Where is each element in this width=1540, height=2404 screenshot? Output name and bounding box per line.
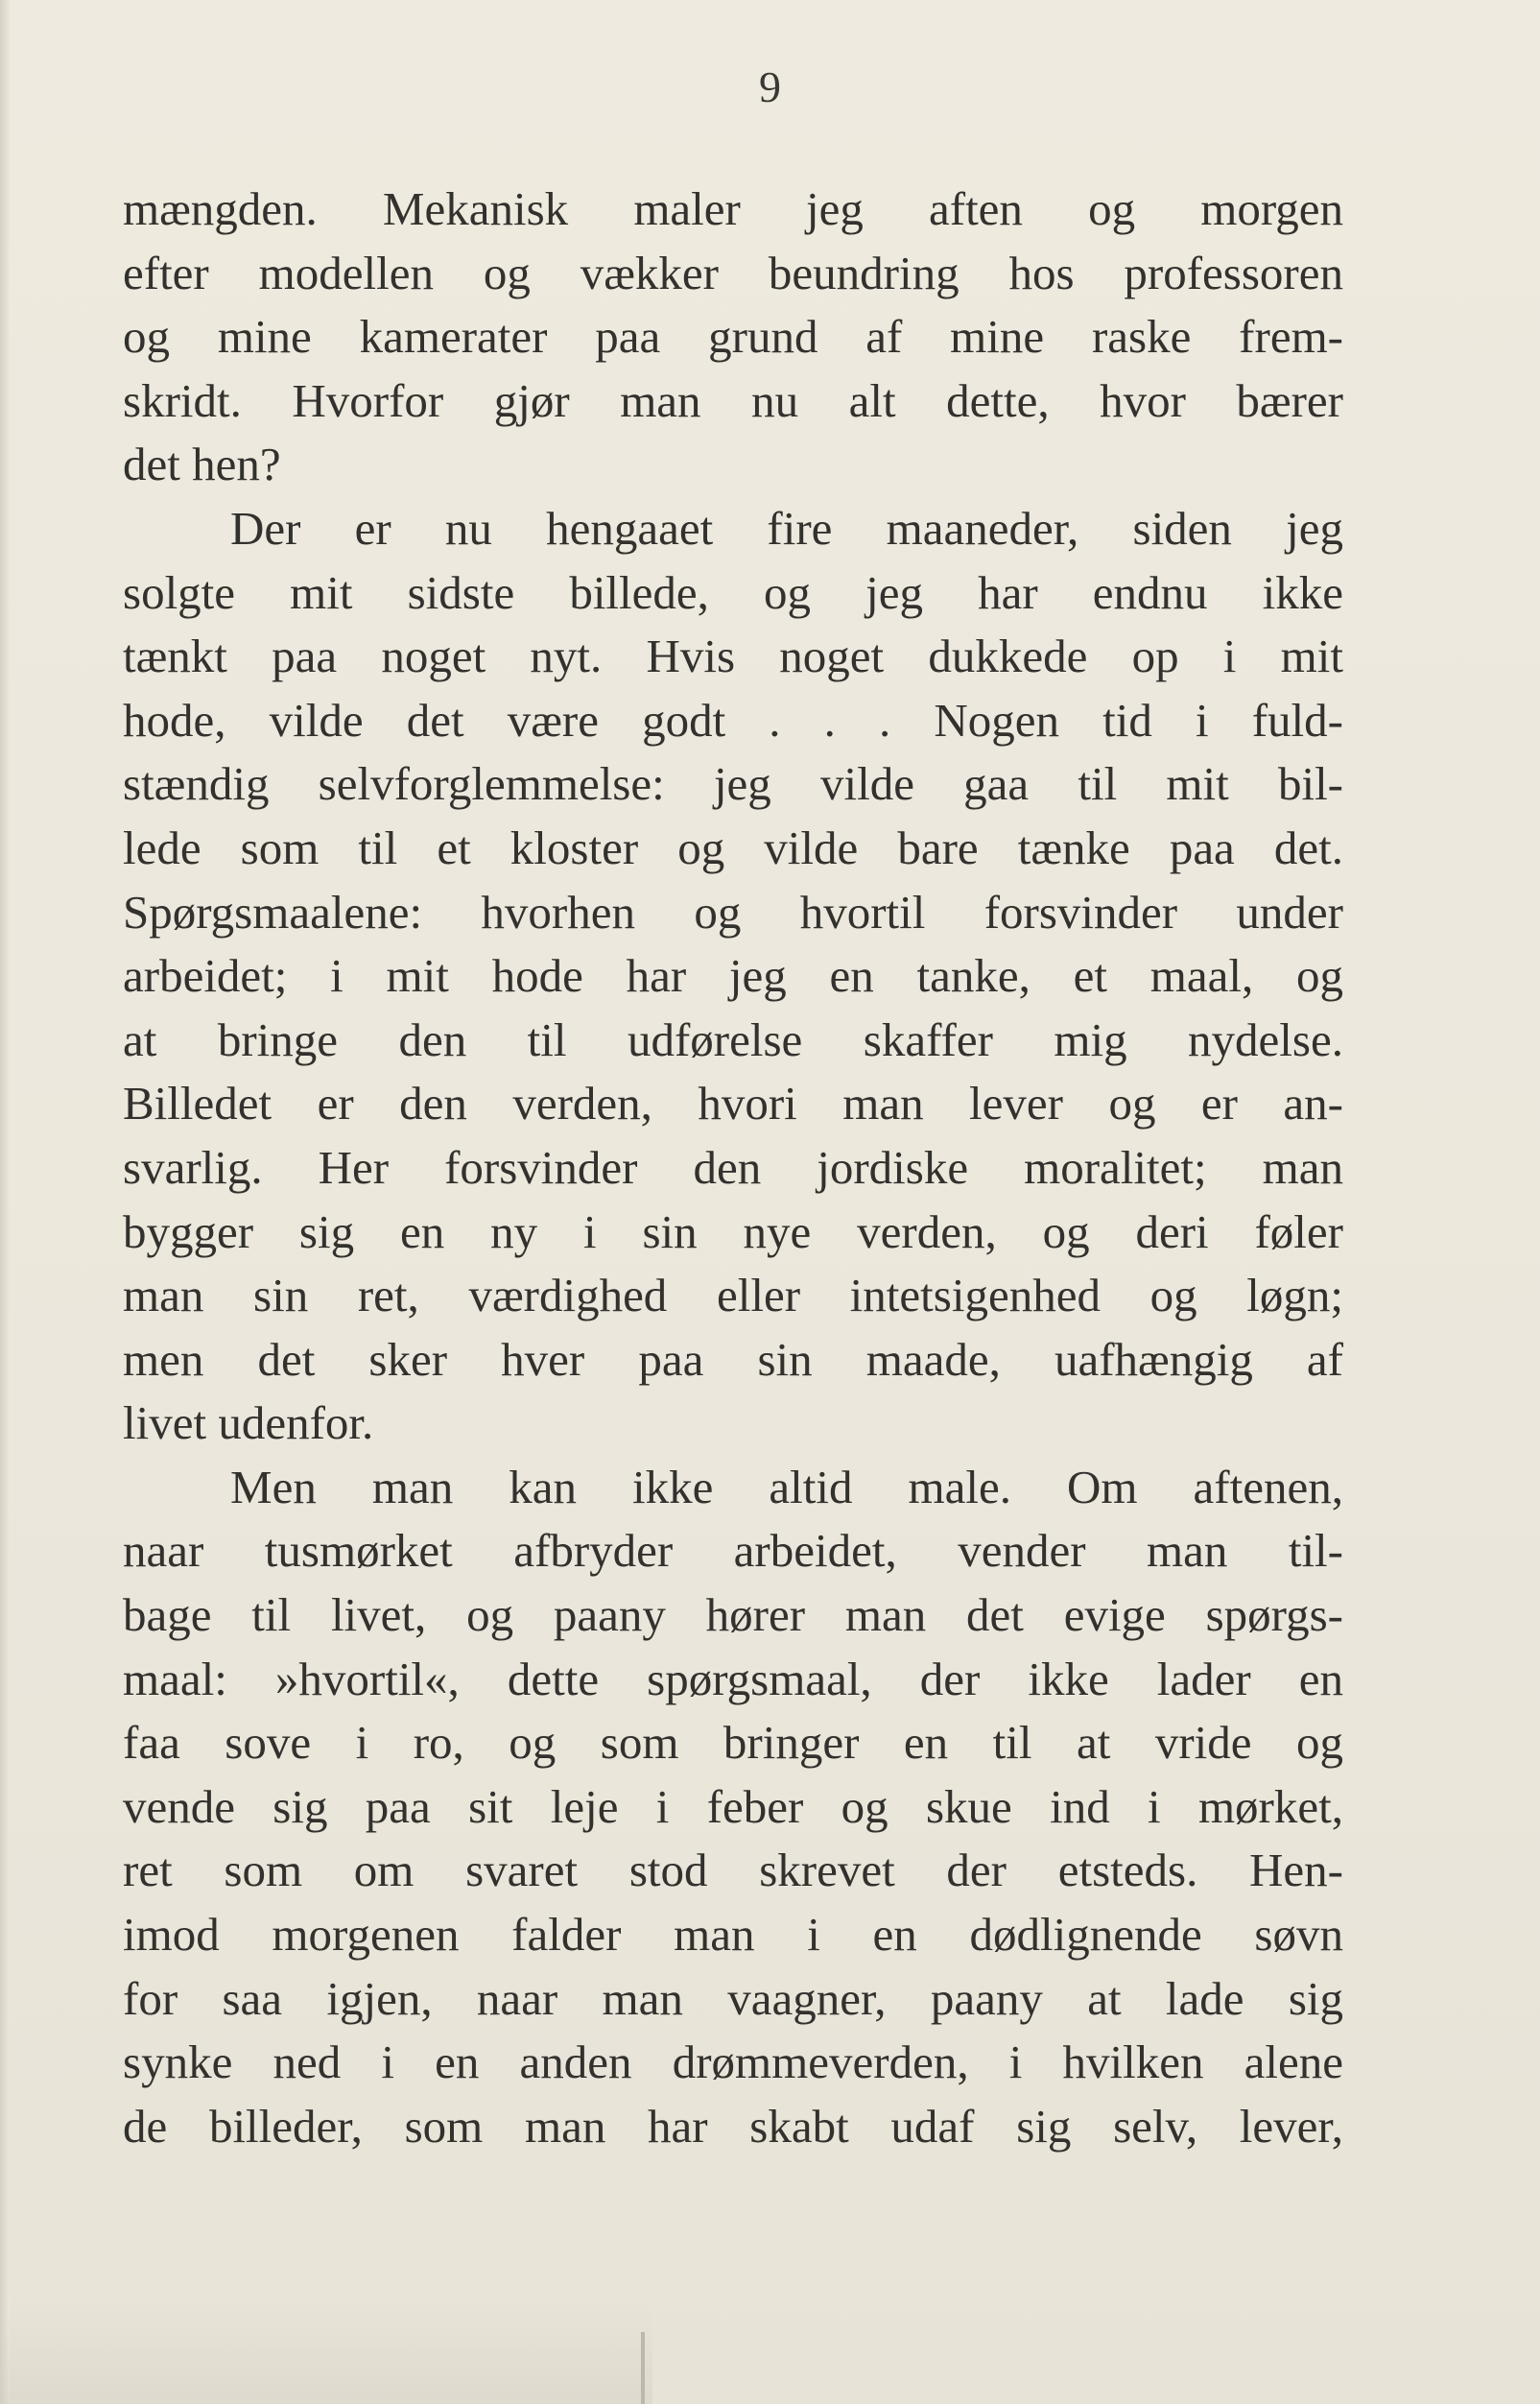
text-line: ret som om svaret stod skrevet der etsteds. Hen- <box>123 1844 1343 1897</box>
text-line: svarlig. Her forsvinder den jordiske moralitet; man <box>123 1140 1343 1194</box>
text-line: imod morgenen falder man i en dødlignende søvn <box>123 1908 1343 1962</box>
text-line: Spørgsmaalene: hvorhen og hvortil forsvinder under <box>123 885 1343 939</box>
text-line: de billeder, som man har skabt udaf sig selv, lever, <box>123 2099 1343 2153</box>
text-line: stændig selvforglemmelse: jeg vilde gaa til mit bil- <box>123 757 1343 811</box>
text-line: for saa igjen, naar man vaagner, paany at lade sig <box>123 1971 1343 2025</box>
text-line: faa sove i ro, og som bringer en til at vride og <box>123 1716 1343 1770</box>
text-line: at bringe den til udførelse skaffer mig nydelse. <box>123 1012 1343 1066</box>
text-line: livet udenfor. <box>123 1396 374 1450</box>
text-line: skridt. Hvorfor gjør man nu alt dette, hvor bærer <box>123 373 1343 427</box>
binding-edge <box>0 0 10 2404</box>
text-line: naar tusmørket afbryder arbeidet, vender man til- <box>123 1524 1343 1578</box>
text-line: efter modellen og vækker beundring hos professoren <box>123 246 1343 299</box>
text-line: bage til livet, og paany hører man det evige spørgs- <box>123 1588 1343 1642</box>
text-line: og mine kamerater paa grund af mine raske frem- <box>123 310 1343 364</box>
text-line: tænkt paa noget nyt. Hvis noget dukkede op i mit <box>123 630 1343 683</box>
body-text <box>123 178 1343 2158</box>
text-line: maal: »hvortil«, dette spørgsmaal, der ikke lader en <box>123 1652 1343 1705</box>
text-line: arbeidet; i mit hode har jeg en tanke, et maal, og <box>123 949 1343 1003</box>
text-line: mængden. Mekanisk maler jeg aften og morgen <box>123 182 1343 235</box>
text-line: solgte mit sidste billede, og jeg har endnu ikke <box>123 565 1343 619</box>
page-edge-smudge <box>0 2308 652 2404</box>
text-line: Der er nu hengaaet fire maaneder, siden jeg <box>230 501 1343 555</box>
text-line: hode, vilde det være godt . . . Nogen tid i fuld- <box>123 693 1343 747</box>
text-line: bygger sig en ny i sin nye verden, og deri føler <box>123 1204 1343 1258</box>
text-line: man sin ret, værdighed eller intetsigenhed og løgn; <box>123 1269 1343 1322</box>
text-line: synke ned i en anden drømmeverden, i hvilken alene <box>123 2035 1343 2089</box>
text-line: lede som til et kloster og vilde bare tænke paa det. <box>123 821 1343 874</box>
page-number: 9 <box>759 62 781 111</box>
text-line: det hen? <box>123 438 281 491</box>
text-line: Billedet er den verden, hvori man lever og er an- <box>123 1077 1343 1131</box>
page-fold-mark <box>641 2332 645 2404</box>
text-line: Men man kan ikke altid male. Om aftenen, <box>230 1460 1343 1513</box>
text-line: men det sker hver paa sin maade, uafhængig af <box>123 1332 1343 1386</box>
text-line: vende sig paa sit leje i feber og skue ind i mørket, <box>123 1779 1343 1833</box>
